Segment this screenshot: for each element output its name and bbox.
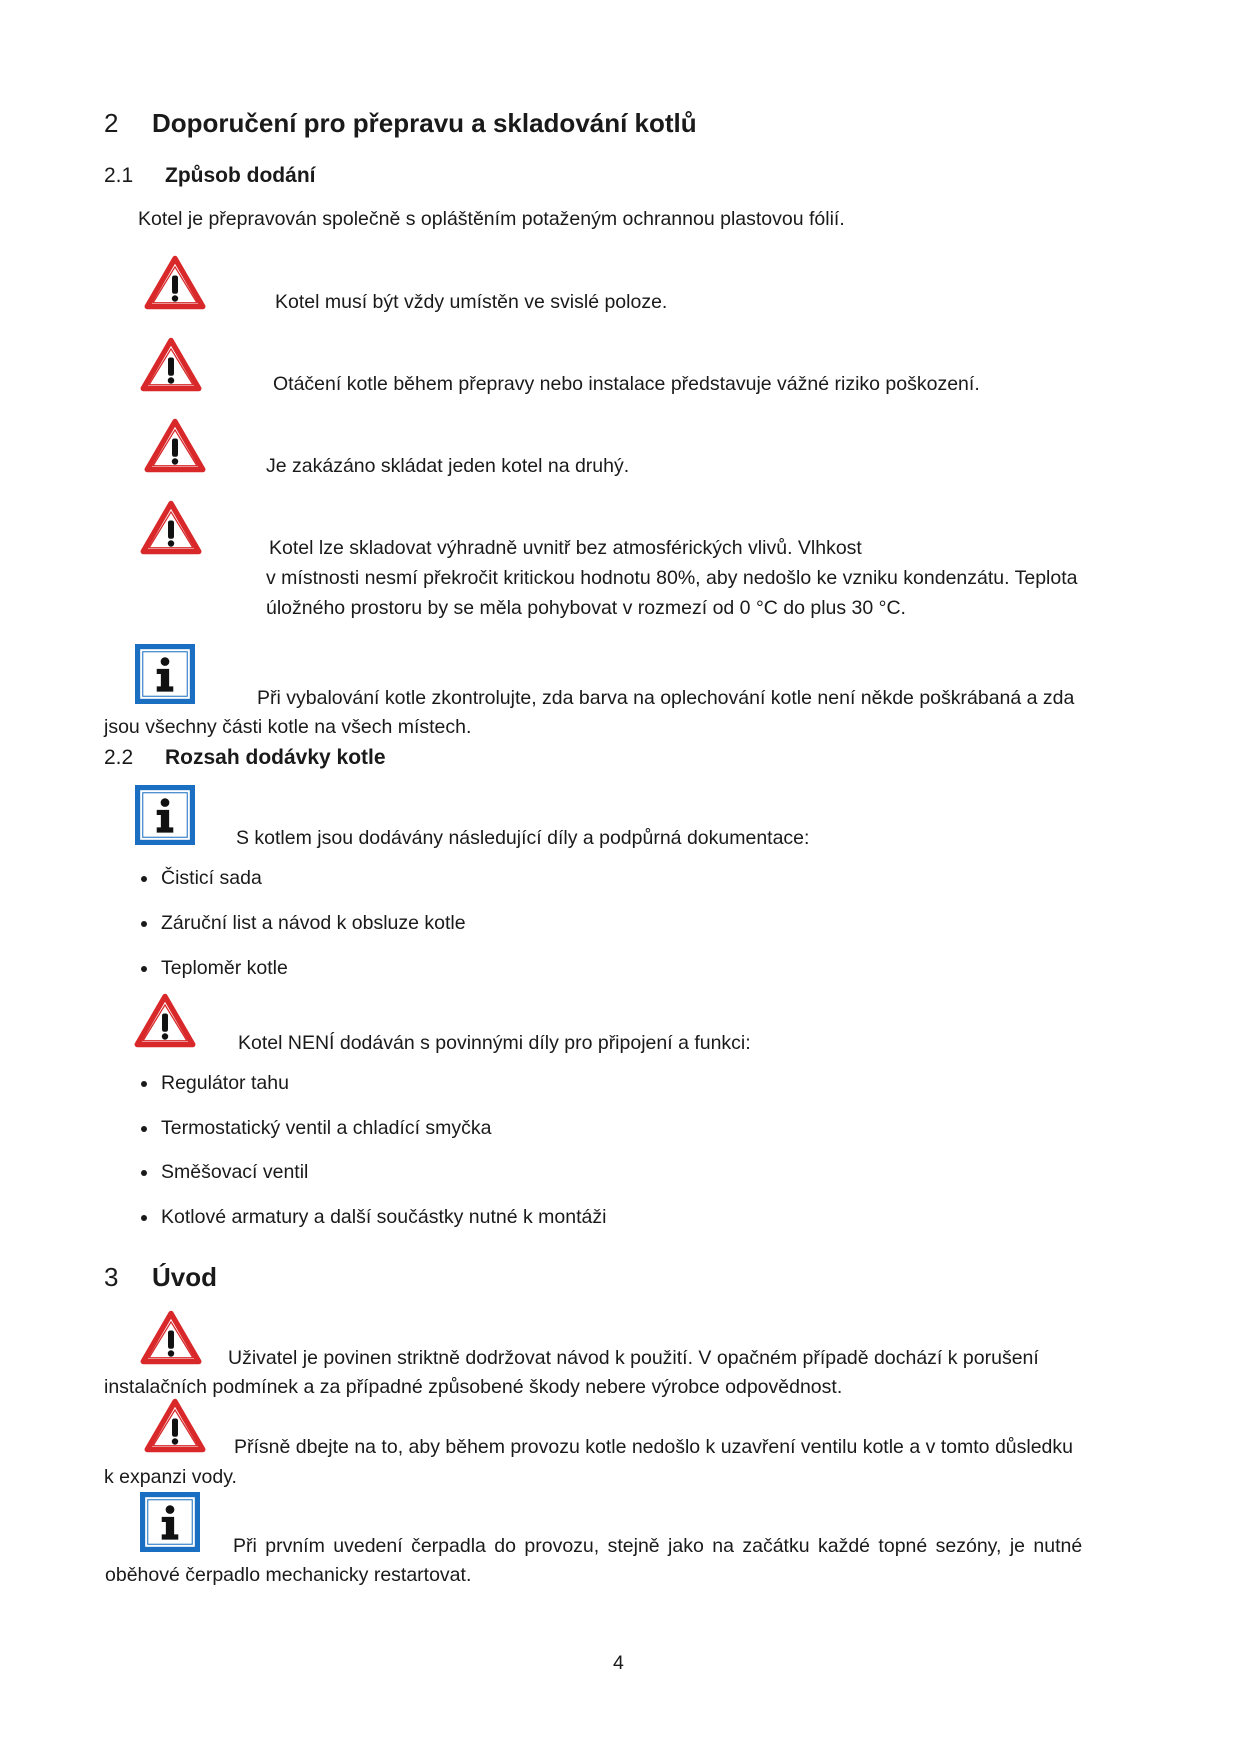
page-number: 4 [613, 1652, 624, 1674]
info-icon [135, 785, 195, 845]
warning-triangle-icon [144, 418, 206, 474]
warning-triangle-icon [140, 337, 202, 393]
subsection-2-2-number: 2.2 [104, 746, 134, 769]
bullet-icon [141, 876, 147, 882]
section-3-number: 3 [104, 1262, 119, 1292]
warning-triangle-icon [144, 255, 206, 311]
list-item: Kotlové armatury a další součástky nutné k montáži [161, 1206, 607, 1228]
warning-text: Kotel lze skladovat výhradně uvnitř bez atmosférických vlivů. Vlhkost [269, 537, 862, 559]
warning-triangle-icon [140, 500, 202, 556]
list-item: Regulátor tahu [161, 1072, 289, 1094]
info-icon [135, 644, 195, 704]
warning-text: Kotel musí být vždy umístěn ve svislé poloze. [275, 291, 668, 313]
warning-text: Přísně dbejte na to, aby během provozu kotle nedošlo k uzavření ventilu kotle a v tomto důsledku [234, 1436, 1073, 1458]
warning-text: instalačních podmínek a za případné způsobené škody nebere výrobce odpovědnost. [104, 1376, 843, 1398]
subsection-2-2-title: Rozsah dodávky kotle [165, 746, 386, 769]
bullet-icon [141, 1081, 147, 1087]
list-item: Teploměr kotle [161, 957, 288, 979]
info-text: Při prvním uvedení čerpadla do provozu, stejně jako na začátku každé topné sezóny, je nutné [233, 1535, 1083, 1557]
bullet-icon [141, 1215, 147, 1221]
subsection-2-1-title: Způsob dodání [165, 164, 316, 187]
list-item: Směšovací ventil [161, 1161, 309, 1183]
warning-text: Kotel NENÍ dodáván s povinnými díly pro připojení a funkci: [238, 1032, 751, 1054]
info-text: oběhové čerpadlo mechanicky restartovat. [105, 1564, 472, 1586]
bullet-icon [141, 966, 147, 972]
bullet-icon [141, 1126, 147, 1132]
subsection-2-1-number: 2.1 [104, 164, 134, 187]
info-text: Při vybalování kotle zkontrolujte, zda barva na oplechování kotle není někde poškrábaná a zda [257, 687, 1075, 709]
warning-text: Je zakázáno skládat jeden kotel na druhý. [266, 455, 630, 477]
warning-triangle-icon [144, 1398, 206, 1454]
warning-text: Uživatel je povinen striktně dodržovat návod k použití. V opačném případě dochází k porušení [228, 1347, 1039, 1369]
delivery-intro: Kotel je přepravován společně s opláštěním potaženým ochrannou plastovou fólií. [138, 208, 845, 230]
section-3-title: Úvod [152, 1262, 217, 1292]
section-2-number: 2 [104, 108, 119, 138]
warning-text: k expanzi vody. [104, 1466, 237, 1488]
list-item: Záruční list a návod k obsluze kotle [161, 912, 466, 934]
info-icon [140, 1492, 200, 1552]
warning-triangle-icon [134, 993, 196, 1049]
warning-triangle-icon [140, 1310, 202, 1366]
warning-text: v místnosti nesmí překročit kritickou hodnotu 80%, aby nedošlo ke vzniku kondenzátu. Teplota [266, 567, 1078, 589]
info-text: jsou všechny části kotle na všech místech. [104, 716, 472, 738]
list-item: Čisticí sada [161, 867, 262, 889]
list-item: Termostatický ventil a chladící smyčka [161, 1117, 492, 1139]
warning-text: úložného prostoru by se měla pohybovat v rozmezí od 0 °C do plus 30 °C. [266, 597, 906, 619]
section-2-title: Doporučení pro přepravu a skladování kotlů [152, 108, 697, 138]
info-text: S kotlem jsou dodávány následující díly a podpůrná dokumentace: [236, 827, 810, 849]
bullet-icon [141, 921, 147, 927]
bullet-icon [141, 1170, 147, 1176]
warning-text: Otáčení kotle během přepravy nebo instalace představuje vážné riziko poškození. [273, 373, 980, 395]
